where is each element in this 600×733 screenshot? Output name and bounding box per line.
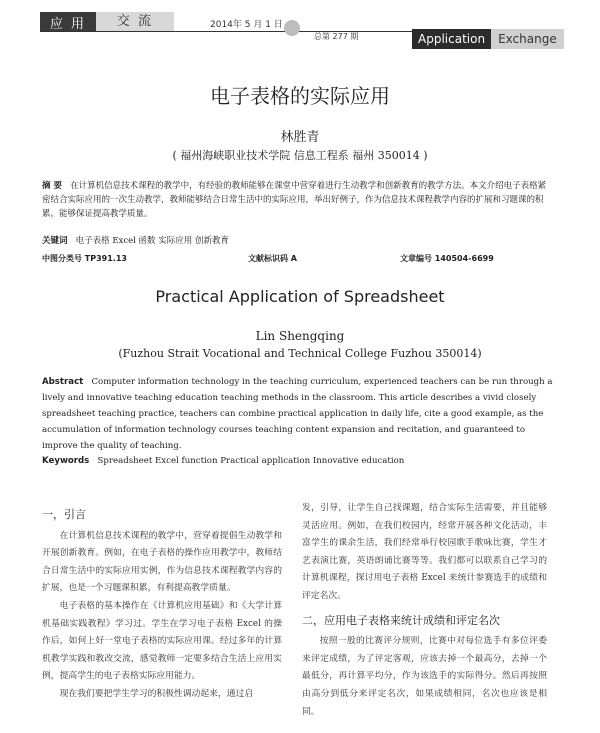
zh-abstract-label: 摘 要 [42,181,62,191]
en-keywords-label: Keywords [42,456,90,466]
document-code: 文献标识码 A [248,254,297,263]
column-tag-exchange: Exchange [491,29,564,49]
en-keywords-text: Spreadsheet Excel function Practical application Innovative education [97,456,405,466]
en-abstract-label: Abstract [42,377,84,387]
body-left-column [42,506,282,704]
section-1-paragraph-3: 现在我们要把学生学习的积极性调动起来，通过启 [59,688,254,699]
section-2-heading: 二，应用电子表格来统计成绩和评定名次 [302,613,500,627]
clc-number: 中图分类号 TP391.13 [42,254,127,263]
zh-abstract-text: 在计算机信息技术课程的教学中，有经验的教师能够在课堂中营穿着进行生动教学和创新教育的教学方法。本文介绍电子表格紧密结合实际应用的一次生动教学，教师能够结合日常生活中的实际应用，举出好例子，作为信息技术课程教学内容的扩展和习题课的积累，能够保证提高教学质量。 [42,181,547,219]
en-affiliation: (Fuzhou Strait Vocational and Technical College Fuzhou 350014) [118,347,482,360]
article-number: 文章编号 140504-6699 [400,254,494,263]
en-abstract-text: Computer information technology in the teaching curriculum, experienced teachers can be run through a lively and innovative teaching education teaching methods in the classroom. This article describes a vivid closely spreadsheet teaching practice, teachers can combine practical application in daily life, cite a good example, as the accumulation of information technology courses teaching content expansion and recitation, and guaranteed to improve the quality of teaching. [42,377,553,451]
zh-keywords-label: 关键词 [42,236,68,246]
issue-number: 总第 277 期 [314,32,359,41]
zh-author: 林胜青 [280,130,320,145]
issue-date: 2014年 5 月 1 日 [210,20,283,30]
zh-title: 电子表格的实际应用 [210,84,390,108]
en-author: Lin Shengqing [255,329,345,343]
zh-keywords [42,234,547,248]
section-tag-application: 应 用 [49,16,87,32]
en-keywords [42,456,557,466]
section-2-paragraph-1: 按照一般的比赛评分规则，比赛中对每位选手有多位评委来评定成绩，为了评定客观，应该去掉一个最高分，去掉一个最低分，再计算平均分，作为该选手的实际得分。然后再按照由高分到低分来评定名次，如果成绩相同，名次也应该是相同。 [302,636,547,717]
section-1-paragraph-2: 电子表格的基本操作在《计算机应用基础》和《大学计算机基础实践教程》学习过。学生在学习电子表格 Excel 的操作后，如何上好一堂电子表格的实际应用课。经过多年的计算机教学实践和教改交流，感觉教师一定要多结合生活上应用实例，提高学生的电子表格实际应用能力。 [42,600,282,682]
body-right-column [302,500,547,721]
zh-keywords-text: 电子表格 Excel 函数 实际应用 创新教育 [75,236,229,246]
section-1-heading: 一，引言 [42,508,86,521]
section-1-paragraph-1: 在计算机信息技术课程的教学中，营穿着提倡生动教学和开展创新教育。例如，在电子表格的操作应用教学中，教师结合日常生活中的实际应用实例，作为信息技术课程教学内容的扩展，也是一个习题课积累，有利提高教学质量。 [42,530,282,594]
zh-affiliation: ( 福州海峡职业技术学院 信息工程系 福州 350014 ) [172,149,428,162]
zh-abstract [42,179,547,221]
column-tag-application: Application [412,29,491,49]
section-tag-exchange: 交 流 [96,12,174,32]
section-tag [40,12,174,32]
header-dot-icon [284,20,300,36]
column-tag [412,29,564,49]
en-title: Practical Application of Spreadsheet [155,287,445,306]
right-column-paragraph-1: 发，引导，让学生自己找课题，结合实际生活需要，并且能够灵活应用。例如，在我们校园内，经常开展各种文化活动，丰富学生的课余生活，我们经常举行校园歌手歌咏比赛，学生才艺表演比赛，英语朗诵比赛等等。我们都可以联系自己学习的计算机课程，探讨用电子表格 Excel 来统计参赛选手的成绩和评定名次。 [302,503,547,601]
en-abstract [42,374,557,454]
